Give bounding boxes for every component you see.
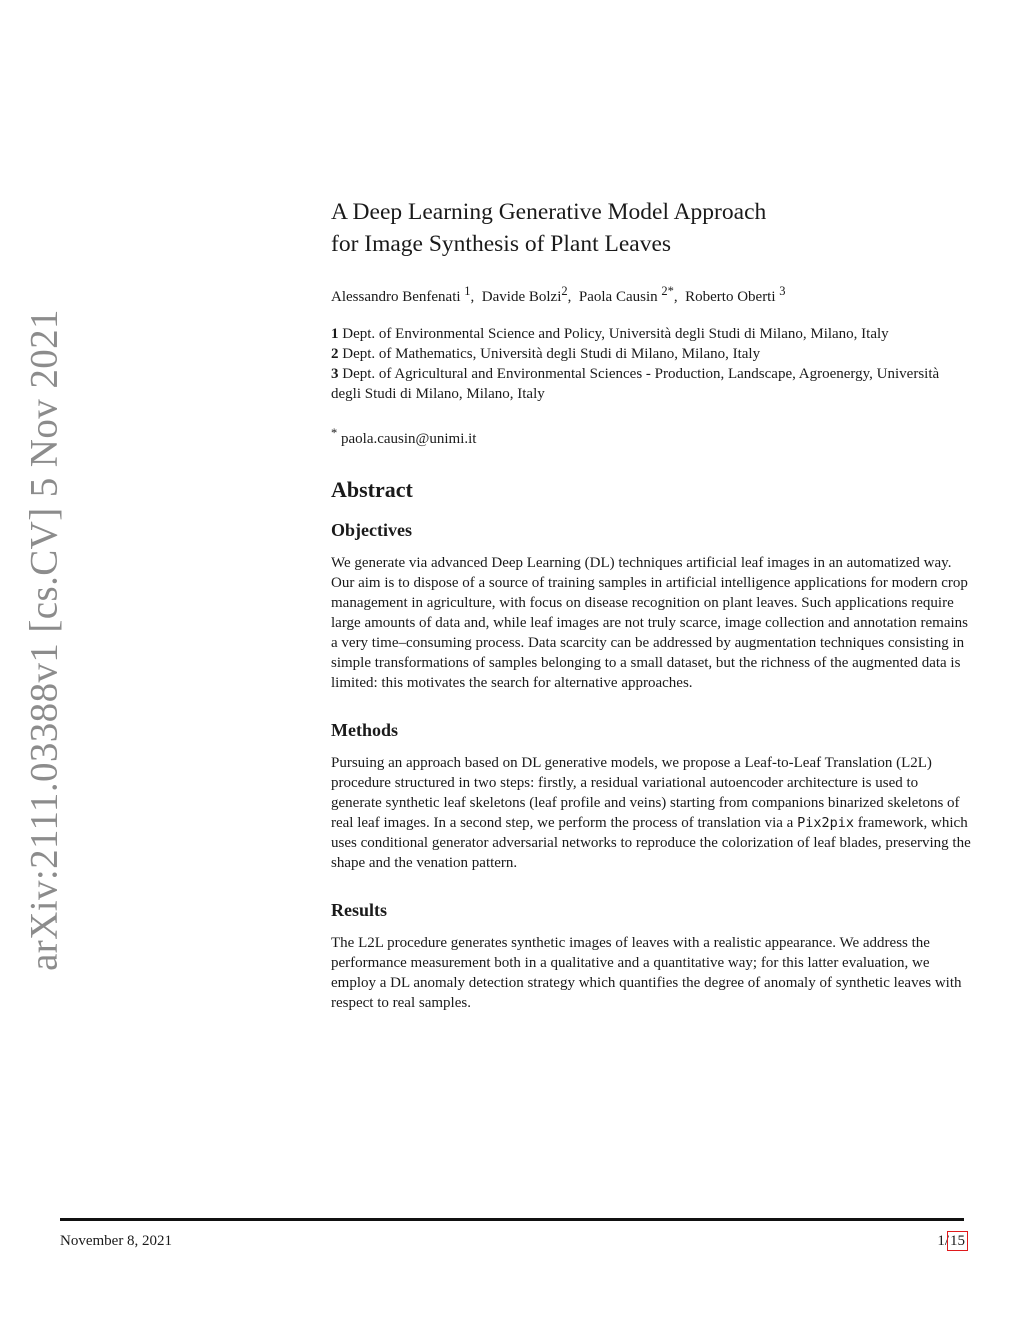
- author-affiliation-mark: 2*: [661, 284, 674, 298]
- author-name: Alessandro Benfenati: [331, 289, 461, 305]
- pix2pix-code: Pix2pix: [797, 815, 854, 831]
- abstract-heading: Abstract: [331, 477, 413, 502]
- methods-text-before: Pursuing an approach based on DL generative models, we propose a Leaf-to-Leaf Translation (L2L) procedure structured in two steps: firstly, a residual variational autoencoder architecture is used to generate synthetic leaf skeletons (leaf profile and veins) starting from companions binarized skeletons of real leaf images. In a second step, we perform the process of translation via a: [331, 755, 960, 831]
- methods-heading: Methods: [331, 720, 398, 740]
- title-line-1: A Deep Learning Generative Model Approach: [331, 199, 767, 225]
- paper-title: [331, 196, 971, 260]
- affiliation-list: [331, 324, 971, 404]
- footer-divider: [60, 1218, 964, 1221]
- affiliation-item: [331, 344, 971, 364]
- author-name: Paola Causin: [578, 289, 658, 305]
- affiliation-number: 3: [331, 366, 339, 382]
- methods-paragraph: [331, 753, 971, 873]
- results-paragraph: The L2L procedure generates synthetic images of leaves with a realistic appearance. We address the performance measurement both in a qualitative and a quantitative way; for this latter evaluation, we employ a DL anomaly detection strategy which quantifies the degree of anomaly of synthetic leaves with respect to real samples.: [331, 935, 962, 1011]
- page-separator: /: [944, 1233, 949, 1249]
- affiliation-text: Dept. of Environmental Science and Policy, Università degli Studi di Milano, Milano, Italy: [342, 326, 889, 342]
- author-list: Alessandro Benfenati $^1$, Davide Bolzi$^2$, Paola Causin $^{2*}$, Roberto Oberti $^3$: [331, 284, 786, 305]
- results-heading: Results: [331, 900, 388, 920]
- affiliation-text: Dept. of Mathematics, Università degli Studi di Milano, Milano, Italy: [342, 346, 761, 362]
- page-total-link[interactable]: 15: [950, 1233, 965, 1249]
- affiliation-number: 1: [331, 326, 339, 342]
- footer-date: November 8, 2021: [60, 1233, 173, 1249]
- page-number: [937, 1233, 966, 1250]
- title-line-2: for Image Synthesis of Plant Leaves: [331, 231, 672, 257]
- methods-text-after: framework, which uses conditional generator adversarial networks to reproduce the colorization of leaf blades, preserving the shape and the venation pattern.: [331, 815, 971, 871]
- author-affiliation-mark: 3: [779, 284, 786, 298]
- paper-front-matter: [331, 196, 971, 1013]
- author-affiliation-mark: 1: [464, 284, 471, 298]
- corresponding-mark: *: [331, 426, 338, 440]
- objectives-heading: Objectives: [331, 520, 412, 540]
- corresponding-email: paola.causin@unimi.it: [341, 431, 477, 447]
- affiliation-item: [331, 324, 971, 344]
- affiliation-number: 2: [331, 346, 339, 362]
- page-current: 1: [937, 1233, 945, 1249]
- arxiv-sidebar-stamp: arXiv:2111.03388v1 [cs.CV] 5 Nov 2021: [22, 309, 66, 971]
- objectives-paragraph: We generate via advanced Deep Learning (DL) techniques artificial leaf images in an automatized way. Our aim is to dispose of a source of training samples in artificial intelligence applications for modern crop management in agriculture, with focus on disease recognition on plant leaves. Such applications require large amounts of data and, while leaf images are not truly scarce, image collection and annotation remains a very time–consuming process. Data scarcity can be addressed by augmentation techniques consisting in simple transformations of samples belonging to a small dataset, but the richness of the augmented data is limited: this motivates the search for alternative approaches.: [331, 555, 968, 691]
- author-name: Davide Bolzi: [481, 289, 562, 305]
- author-affiliation-mark: 2: [561, 284, 568, 298]
- author-name: Roberto Oberti: [685, 289, 776, 305]
- corresponding-author: [331, 423, 971, 449]
- affiliation-text: Dept. of Agricultural and Environmental Sciences - Production, Landscape, Agroenergy, Università degli Studi di Milano, Milano, Italy: [331, 366, 940, 402]
- affiliation-item: [331, 364, 971, 404]
